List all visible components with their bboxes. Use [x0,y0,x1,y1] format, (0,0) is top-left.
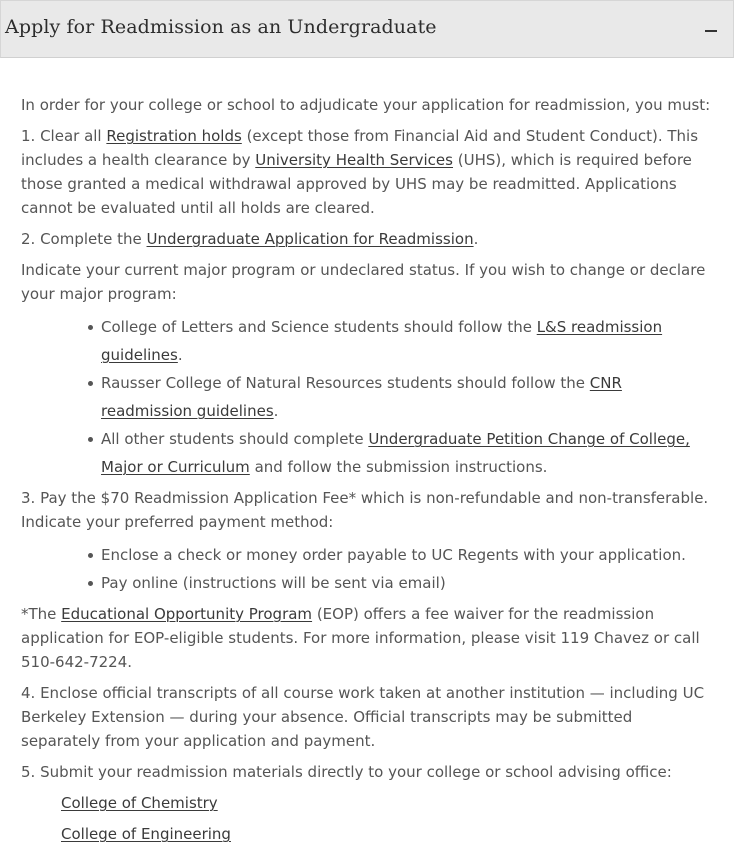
accordion-content [21,93,713,853]
minus-icon[interactable] [703,19,719,39]
intro-text: In order for your college or school to adjudicate your application for readmission, you must: [21,96,711,114]
list-item: Enclose a check or money order payable to UC Regents with your application. [101,541,713,569]
ls-readmission-guidelines-link[interactable]: L&S readmission guidelines [101,318,663,364]
petition-change-of-college-link[interactable]: Undergraduate Petition Change of College, Major or Curriculum [101,430,690,476]
list-item: All other students should complete Undergraduate Petition Change of College, Major or Curriculum and follow the submission instructions. [101,425,713,481]
list-item: Rausser College of Natural Resources students should follow the CNR readmission guidelines. [101,369,713,425]
list-item: College of Letters and Science students should follow the L&S readmission guidelines. [101,313,713,369]
step-3: 3. Pay the $70 Readmission Application Fee* which is non-refundable and non-transferable. Indicate your preferred payment method: [21,489,709,531]
eop-link[interactable]: Educational Opportunity Program [61,605,313,623]
accordion-header[interactable] [0,0,734,58]
major-program-note: Indicate your current major program or undeclared status. If you wish to change or declare your major program: [21,261,706,303]
university-health-services-link[interactable]: University Health Services [255,151,453,169]
step-1: 1. Clear all Registration holds (except those from Financial Aid and Student Conduct). This includes a health clearance by University Health Services (UHS), which is required before those granted a medical withdrawal approved by UHS may be readmitted. Applications cannot be evaluated until all holds are cleared. [21,127,699,217]
list-item: Pay online (instructions will be sent via email) [101,569,713,597]
accordion-title[interactable]: Apply for Readmission as an Undergraduate [5,16,437,38]
registration-holds-link[interactable]: Registration holds [106,127,242,145]
step-4: 4. Enclose official transcripts of all course work taken at another institution — including UC Berkeley Extension — during your absence. Official transcripts may be submitted separately from your application and payment. [21,684,705,750]
cnr-readmission-guidelines-link[interactable]: CNR readmission guidelines [101,374,622,420]
college-links [21,791,713,846]
college-of-engineering-link[interactable]: College of Engineering [61,825,231,843]
readmission-application-link[interactable]: Undergraduate Application for Readmission [146,230,474,248]
step-5: 5. Submit your readmission materials directly to your college or school advising office: [21,763,672,781]
college-of-chemistry-link[interactable]: College of Chemistry [61,794,218,812]
payment-methods-list [21,541,713,597]
step-2: 2. Complete the Undergraduate Application for Readmission. [21,230,479,248]
major-guidelines-list [21,313,713,481]
eop-note: *The Educational Opportunity Program (EOP) offers a fee waiver for the readmission application for EOP-eligible students. For more information, please visit 119 Chavez or call 510-642-7224. [21,605,700,671]
